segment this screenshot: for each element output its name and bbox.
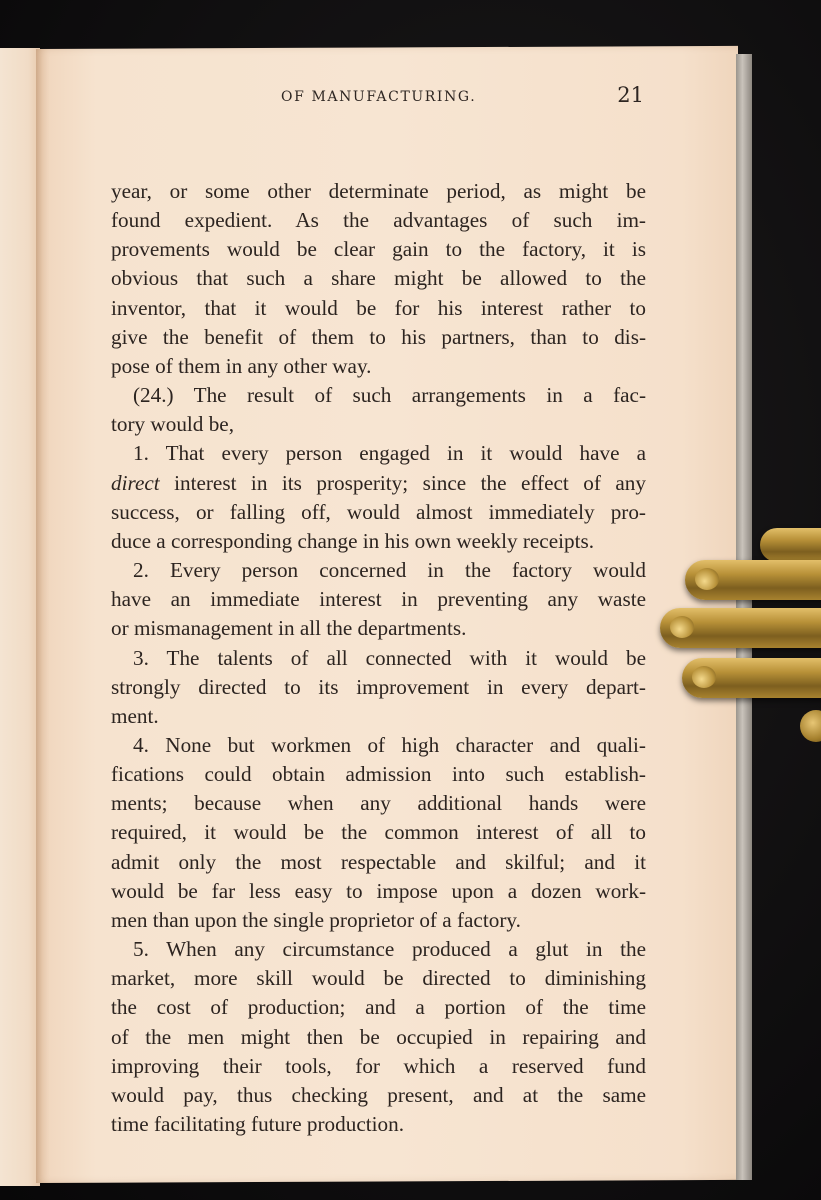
text-line: would pay, thus checking present, and at the same [111,1082,646,1107]
text-line: provements would be clear gain to the factory, it is [111,237,646,262]
text-line: found expedient. As the advantages of such im- [111,208,646,233]
text-line: 4. None but workmen of high character and quali- [133,732,646,757]
text-fragment: interest in its prosperity; since the effect of any [159,470,646,495]
finger-3 [682,658,821,698]
finger-2 [660,608,821,648]
text-line: market, more skill would be directed to diminishing [111,966,646,991]
list-item-2 [111,556,646,643]
paragraph-section-24 [111,381,646,439]
text-line [111,469,646,498]
list-item-1 [111,439,646,556]
fingernail [692,666,716,688]
list-item-3 [111,644,646,731]
text-line: improving their tools, for which a reserved fund [111,1053,646,1078]
text-line: 5. When any circumstance produced a glut in the [133,937,646,962]
text-line: or mismanagement in all the departments. [111,616,467,641]
text-line: duce a corresponding change in his own weekly receipts. [111,528,595,553]
text-line: required, it would be the common interest of all to [111,820,646,845]
text-line: ment. [111,703,159,728]
text-line: inventor, that it would be for his interest rather to [111,295,646,320]
text-line: ments; because when any additional hands were [111,791,646,816]
text-line: 3. The talents of all connected with it would be [133,645,646,670]
text-line: would be far less easy to impose upon a dozen work- [111,878,646,903]
paragraph-continuation [111,177,646,381]
list-item-5 [111,935,646,1139]
text-line: admit only the most respectable and skilful; and it [111,849,646,874]
list-item-4 [111,731,646,935]
text-line: of the men might then be occupied in repairing and [111,1024,646,1049]
fingernail [670,616,694,638]
text-line: pose of them in any other way. [111,353,372,378]
text-line: year, or some other determinate period, as might be [111,179,646,203]
body-text [111,177,646,1139]
text-line: success, or falling off, would almost immediately pro- [111,499,646,524]
page-header [246,85,646,115]
text-line: 2. Every person concerned in the factory would [133,558,646,583]
text-line: 1. That every person engaged in it would have a [133,441,646,466]
finger-top [760,528,821,562]
text-line: fications could obtain admission into such establish- [111,762,646,787]
text-line: time facilitating future production. [111,1112,405,1136]
facing-page-edge [0,48,40,1186]
text-line: men than upon the single proprietor of a factory. [111,907,521,932]
text-line: the cost of production; and a portion of the time [111,995,646,1020]
running-head: OF MANUFACTURING. [281,89,477,105]
text-line: give the benefit of them to his partners, than to dis- [111,324,646,349]
clip-knob [800,710,821,742]
text-line: tory would be, [111,412,234,437]
finger-1 [685,560,821,600]
text-line: strongly directed to its improvement in every depart- [111,674,646,699]
brass-hand-page-holder [660,520,821,750]
italic-word: direct [111,470,160,495]
page-number: 21 [617,83,644,107]
text-line: obvious that such a share might be allowed to the [111,266,646,291]
text-line: have an immediate interest in preventing any waste [111,587,646,612]
fingernail [695,568,719,590]
text-line: (24.) The result of such arrangements in a fac- [133,383,646,408]
